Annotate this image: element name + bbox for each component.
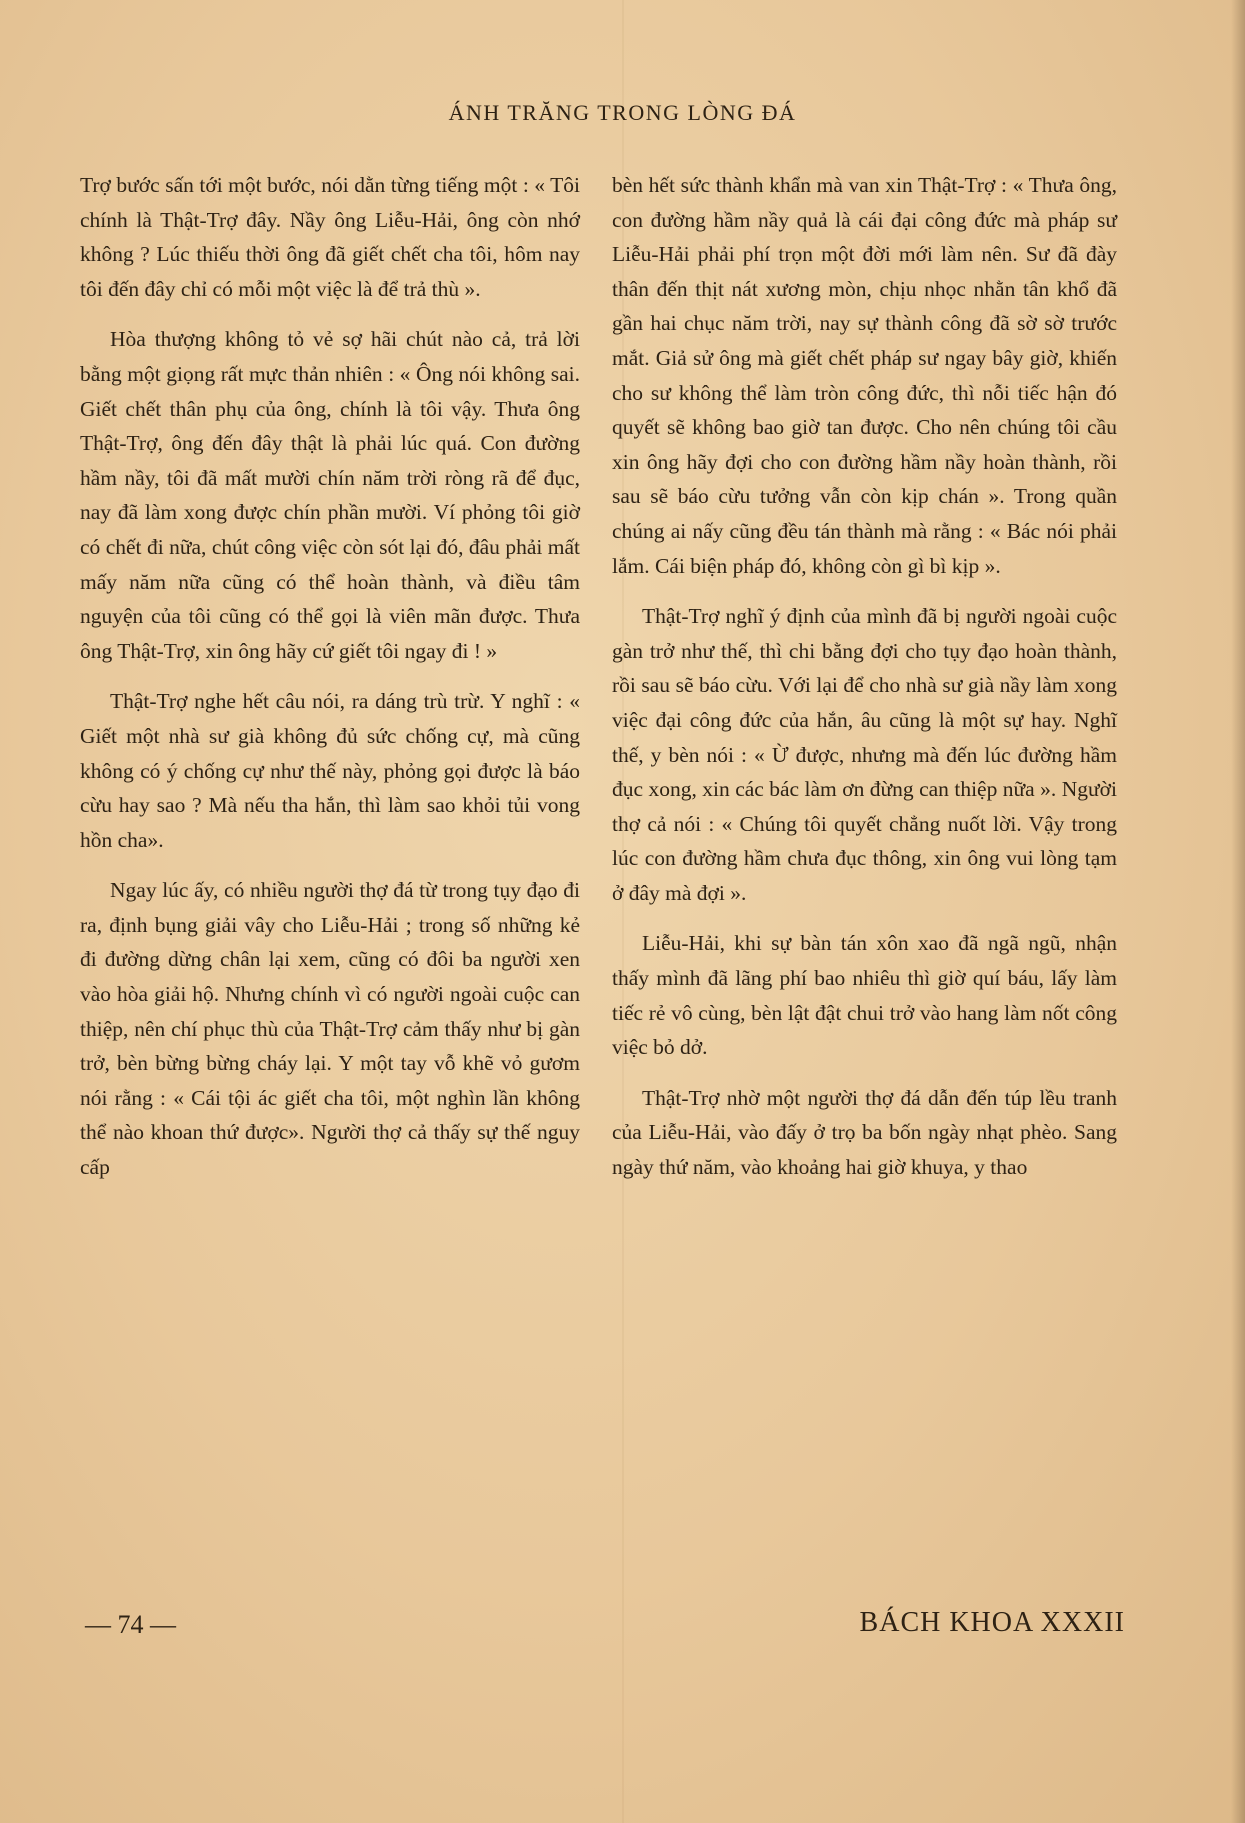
page-number: — 74 — [85,1610,176,1639]
paragraph: Thật-Trợ nhờ một người thợ đá dẫn đến túp lều tranh của Liễu-Hải, vào đấy ở trọ ba bốn ngày nhạt phèo. Sang ngày thứ năm, vào khoảng hai giờ khuya, y thao [612,1085,1117,1180]
page-edge-shadow [1231,0,1245,1823]
paragraph: Ngay lúc ấy, có nhiều người thợ đá từ trong tụy đạo đi ra, định bụng giải vây cho Liễu-Hải ; trong số những kẻ đi đường dừng chân lại xem, cũng có đôi ba người xen vào hòa giải hộ. Nhưng chính vì có người ngoài cuộc can thiệp, nên chí phục thù của Thật-Trợ cảm thấy như bị gàn trở, bèn bừng bừng cháy lại. Y một tay vỗ khẽ vỏ gươm nói rằng : « Cái tội ác giết cha tôi, một nghìn lần không thể nào khoan thứ được». Người thợ cả thấy sự thế nguy cấp [80,878,580,1180]
running-title: ÁNH TRĂNG TRONG LÒNG ĐÁ [448,100,797,125]
paragraph: Hòa thượng không tỏ vẻ sợ hãi chút nào cả, trả lời bằng một giọng rất mực thản nhiên : « Ông nói không sai. Giết chết thân phụ của ông, chính là tôi vậy. Thưa ông Thật-Trợ, ông đến đây thật là phải lúc quá. Con đường hầm nầy, tôi đã mất mười chín năm trời ròng rã để đục, nay đã làm xong được chín phần mười. Ví phỏng tôi giờ có chết đi nữa, chút công việc còn sót lại đó, đâu phải mất mấy năm nữa cũng có thể hoàn thành, và điều tâm nguyện của tôi cũng có thể gọi là viên mãn được. Thưa ông Thật-Trợ, xin ông hãy cứ giết tôi ngay đi ! » [80,327,580,663]
right-column [612,168,1117,1201]
journal-name: BÁCH KHOA XXXII [859,1607,1125,1638]
paragraph: Trợ bước sấn tới một bước, nói dằn từng tiếng một : « Tôi chính là Thật-Trợ đây. Nầy ông Liễu-Hải, ông còn nhớ không ? Lúc thiếu thời ông đã giết chết cha tôi, hôm nay tôi đến đây chỉ có mỗi một việc là để trả thù ». [80,173,580,301]
paragraph: Thật-Trợ nghe hết câu nói, ra dáng trù trừ. Y nghĩ : « Giết một nhà sư già không đủ sức chống cự, mà cũng không có ý chống cự như thế này, phỏng gọi được là báo cừu hay sao ? Mà nếu tha hắn, thì làm sao khỏi tủi vong hồn cha». [80,689,580,852]
paragraph: bèn hết sức thành khẩn mà van xin Thật-Trợ : « Thưa ông, con đường hầm nầy quả là cái đại công đức mà pháp sư Liễu-Hải phải phí trọn một đời mới làm nên. Sư đã đày thân đến thịt nát xương mòn, chịu nhọc nhằn tân khổ đã gần hai chục năm trời, nay sự thành công đã sờ sờ trước mắt. Giả sử ông mà giết chết pháp sư ngay bây giờ, khiến cho sư không thể làm tròn công đức, thì nỗi tiếc hận đó quyết sẽ không bao giờ tan được. Cho nên chúng tôi cầu xin ông hãy đợi cho con đường hầm nầy hoàn thành, rồi sau sẽ báo cừu tưởng vẫn còn kịp chán ». Trong quần chúng ai nấy cũng đều tán thành mà rằng : « Bác nói phải lắm. Cái biện pháp đó, không còn gì bì kịp ». [612,173,1117,578]
paragraph: Thật-Trợ nghĩ ý định của mình đã bị người ngoài cuộc gàn trở như thế, thì chi bằng đợi cho tụy đạo hoàn thành, rồi sau sẽ báo cừu. Với lại để cho nhà sư già nầy làm xong việc đại công đức của hắn, âu cũng là một sự hay. Nghĩ thế, y bèn nói : « Ừ được, nhưng mà đến lúc đường hầm đục xong, xin các bác làm ơn đừng can thiệp nữa ». Người thợ cả nói : « Chúng tôi quyết chẳng nuốt lời. Vậy trong lúc con đường hầm chưa đục thông, xin ông vui lòng tạm ở đây mà đợi ». [612,604,1117,905]
paragraph: Liễu-Hải, khi sự bàn tán xôn xao đã ngã ngũ, nhận thấy mình đã lãng phí bao nhiêu thì giờ quí báu, lấy làm tiếc rẻ vô cùng, bèn lật đật chui trở vào hang làm nốt công việc bỏ dở. [612,931,1117,1060]
left-column [80,168,580,1201]
